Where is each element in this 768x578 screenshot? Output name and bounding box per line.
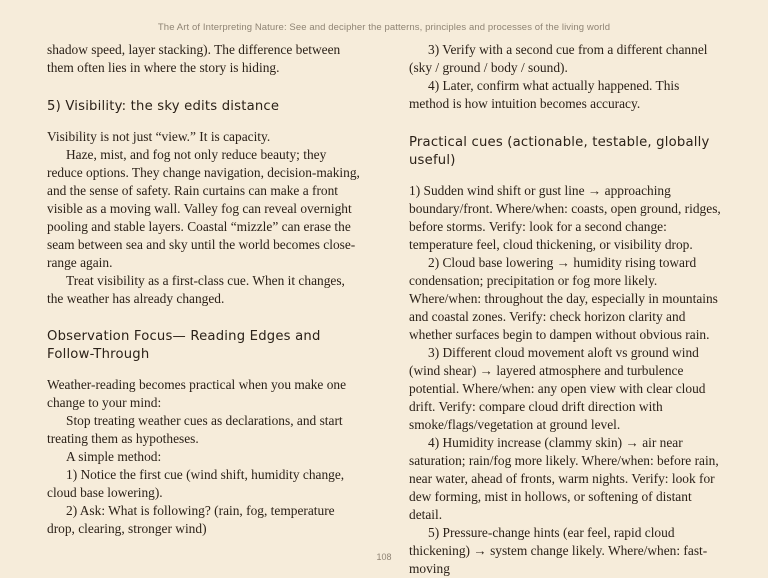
paragraph: Treat visibility as a first-class cue. When it changes, the weather has already changed. <box>47 273 345 306</box>
method-step: 4) Later, confirm what actually happened. This method is how intuition becomes accuracy. <box>409 78 680 111</box>
paragraph: Stop treating weather cues as declarations, and start treating them as hypotheses. <box>47 413 343 446</box>
method-step: 1) Notice the first cue (wind shift, humidity change, cloud base lowering). <box>47 467 345 500</box>
page-number: 108 <box>376 552 392 562</box>
paragraph: A simple method: <box>66 449 162 464</box>
section-heading-observation-focus: Observation Focus— Reading Edges and Follow-Through <box>47 329 321 362</box>
method-step: 3) Verify with a second cue from a different channel (sky / ground / body / sound). <box>409 42 708 75</box>
right-column <box>409 41 722 578</box>
paragraph: Weather-reading becomes practical when you make one change to your mind: <box>47 377 347 410</box>
method-step: 2) Ask: What is following? (rain, fog, temperature drop, clearing, stronger wind) <box>47 503 335 536</box>
paragraph: Haze, mist, and fog not only reduce beauty; they reduce options. They change navigation, decision-making, and the sense of safety. Rain curtains can make a front visible as a moving wall. Valley fog can reveal overnight pooling and stable layers. Coastal “mizzle” can erase the seam between sea and sky until the world becomes close-range again. <box>47 147 360 270</box>
continued-paragraph: shadow speed, layer stacking). The difference between them often lies in where the story is hiding. <box>47 42 341 75</box>
running-head: The Art of Interpreting Nature: See and decipher the patterns, principles and processes of the living world <box>157 22 611 33</box>
cue-item: 3) Different cloud movement aloft vs ground wind (wind shear) → layered atmosphere and turbulence potential. Where/when: any open view with clear cloud drift. Verify: compare cloud drift direction with smoke/flags/vegetation at ground level. <box>409 345 706 432</box>
paragraph: Visibility is not just “view.” It is capacity. <box>47 129 271 144</box>
left-column <box>47 41 360 538</box>
section-heading-visibility: 5) Visibility: the sky edits distance <box>47 99 280 114</box>
cue-item: 2) Cloud base lowering → humidity rising toward condensation; precipitation or fog more likely. Where/when: throughout the day, especially in mountains and coastal zones. Verify: check horizon clarity and whether surfaces begin to dampen without obvious rain. <box>409 255 718 342</box>
section-heading-practical-cues: Practical cues (actionable, testable, globally useful) <box>409 135 710 168</box>
cue-item: 1) Sudden wind shift or gust line → approaching boundary/front. Where/when: coasts, open ground, ridges, before storms. Verify: look for a second change: temperature feel, cloud thickening, or visibility drop. <box>409 183 721 252</box>
cue-item: 4) Humidity increase (clammy skin) → air near saturation; rain/fog more likely. Where/when: before rain, near water, ahead of fronts, warm nights. Verify: look for dew forming, mist in hollows, or softening of distant detail. <box>409 435 719 522</box>
cue-item: 5) Pressure-change hints (ear feel, rapid cloud thickening) → system change likely. Where/when: fast-moving <box>409 525 708 576</box>
